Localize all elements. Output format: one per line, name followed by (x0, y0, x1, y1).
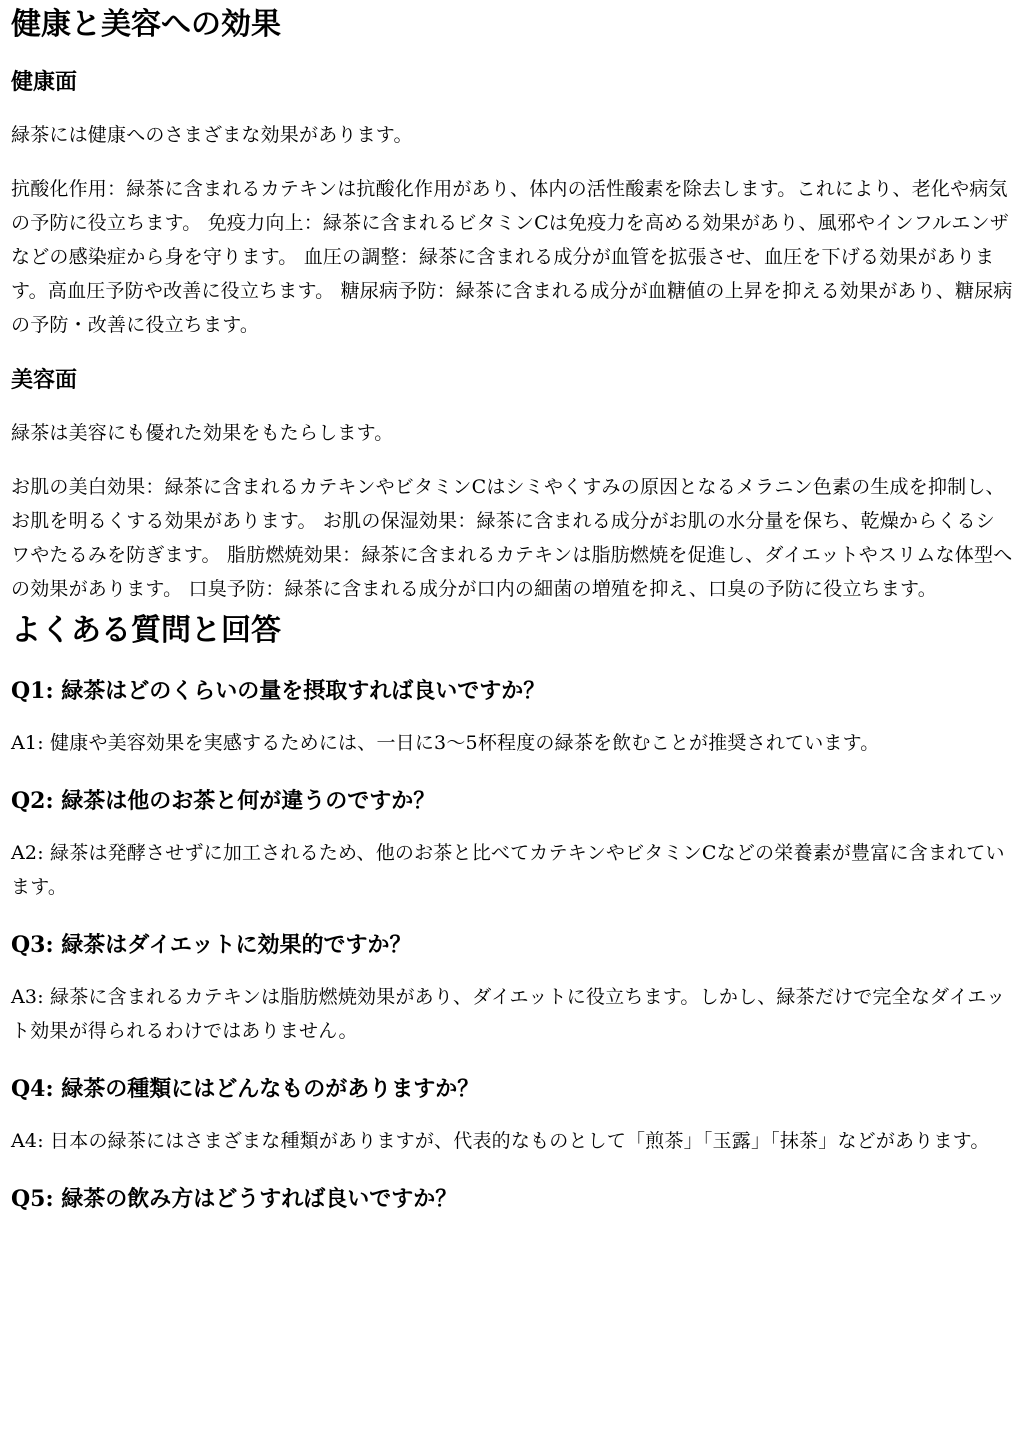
health-body-paragraph: 抗酸化作用：緑茶に含まれるカテキンは抗酸化作用があり、体内の活性酸素を除去します。これにより、老化や病気の予防に役立ちます。 免疫力向上：緑茶に含まれるビタミンCは免疫力を高める効果があり、風邪やインフルエンザなどの感染症から身を守ります。 血圧の調整：緑茶に含まれる成分が血管を拡張させ、血圧を下げる効果があります。高血圧予防や改善に役立ちます。 糖尿病予防：緑茶に含まれる成分が血糖値の上昇を抑える効果があり、糖尿病の予防・改善に役立ちます。 (11, 178, 1013, 336)
faq-question-4: Q4: 緑茶の種類にはどんなものがありますか？ (11, 1076, 480, 1102)
faq-answer-1: A1: 健康や美容効果を実感するためには、一日に3〜5杯程度の緑茶を飲むことが推奨されています。 (11, 732, 880, 754)
beauty-body-paragraph: お肌の美白効果：緑茶に含まれるカテキンやビタミンCはシミやくすみの原因となるメラニン色素の生成を抑制し、お肌を明るくする効果があります。 お肌の保湿効果：緑茶に含まれる成分がお肌の水分量を保ち、乾燥からくるシワやたるみを防ぎます。 脂肪燃焼効果：緑茶に含まれるカテキンは脂肪燃焼を促進し、ダイエットやスリムな体型への効果があります。 口臭予防：緑茶に含まれる成分が口内の細菌の増殖を抑え、口臭の予防に役立ちます。 (11, 476, 1013, 600)
faq-answer-3: A3: 緑茶に含まれるカテキンは脂肪燃焼効果があり、ダイエットに役立ちます。しかし、緑茶だけで完全なダイエット効果が得られるわけではありません。 (11, 986, 1006, 1042)
faq-answer-2: A2: 緑茶は発酵させずに加工されるため、他のお茶と比べてカテキンやビタミンCなどの栄養素が豊富に含まれています。 (11, 842, 1005, 898)
faq-question-3: Q3: 緑茶はダイエットに効果的ですか？ (11, 932, 412, 958)
beauty-intro-paragraph: 緑茶は美容にも優れた効果をもたらします。 (11, 422, 394, 444)
faq-question-5: Q5: 緑茶の飲み方はどうすれば良いですか？ (11, 1186, 458, 1212)
faq-answer-4: A4: 日本の緑茶にはさまざまな種類がありますが、代表的なものとして「煎茶」「玉露」「抹茶」などがあります。 (11, 1130, 990, 1152)
section-title-health-beauty: 健康と美容への効果 (11, 7, 281, 42)
section-title-faq: よくある質問と回答 (11, 613, 281, 648)
article-page (0, 6, 1024, 1214)
subsection-title-health: 健康面 (11, 70, 78, 95)
faq-question-2: Q2: 緑茶は他のお茶と何が違うのですか？ (11, 788, 436, 814)
subsection-title-beauty: 美容面 (11, 368, 78, 393)
faq-question-1: Q1: 緑茶はどのくらいの量を摂取すれば良いですか？ (11, 678, 546, 704)
health-intro-paragraph: 緑茶には健康へのさまざまな効果があります。 (11, 124, 413, 146)
